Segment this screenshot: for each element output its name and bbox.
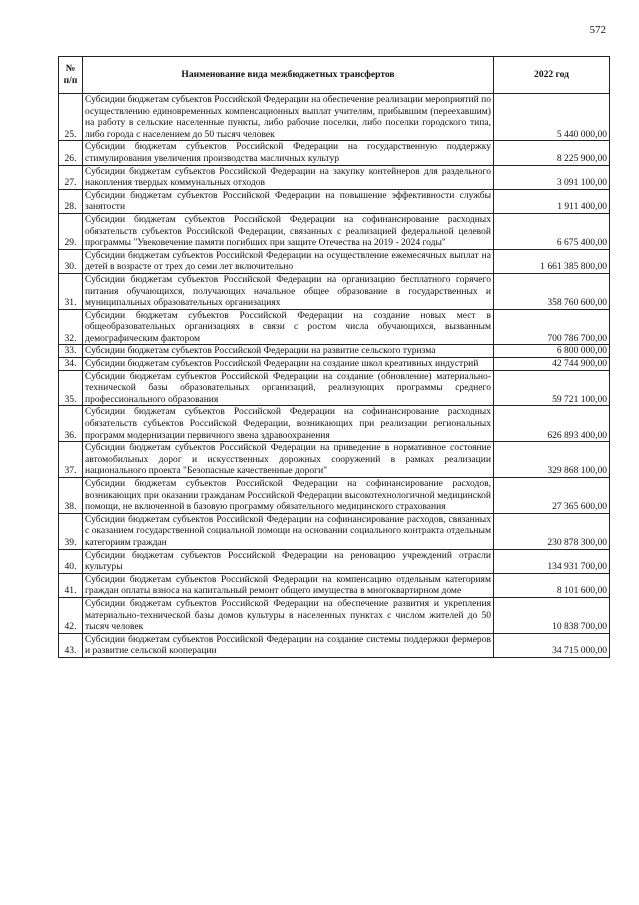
row-transfer-name: Субсидии бюджетам субъектов Российской Федерации на софинансирование расходов, связанных с оказанием государственной социальной помощи на основании социального контракта отдельным категориям граждан xyxy=(83,513,494,549)
row-amount: 8 225 900,00 xyxy=(494,141,610,165)
table-row xyxy=(59,442,610,478)
row-transfer-name: Субсидии бюджетам субъектов Российской Федерации на развитие сельского туризма xyxy=(83,345,494,358)
row-transfer-name: Субсидии бюджетам субъектов Российской Федерации на софинансирование расходов, возникающих при оказании гражданам Российской Федерации высокотехнологичной медицинской помощи, не включенной в базовую программу обязательного медицинского страхования xyxy=(83,478,494,514)
row-amount: 42 744 900,00 xyxy=(494,358,610,371)
table-row xyxy=(59,633,610,657)
header-number-line2: п/п xyxy=(63,75,78,86)
row-transfer-name: Субсидии бюджетам субъектов Российской Федерации на создание системы поддержки фермеров и развитие сельской кооперации xyxy=(83,633,494,657)
row-number: 33. xyxy=(59,345,83,358)
row-amount: 230 878 300,00 xyxy=(494,513,610,549)
row-number: 25. xyxy=(59,94,83,141)
row-number: 26. xyxy=(59,141,83,165)
transfers-table xyxy=(58,56,610,658)
row-amount: 329 868 100,00 xyxy=(494,442,610,478)
row-number: 28. xyxy=(59,189,83,213)
row-amount: 1 911 400,00 xyxy=(494,189,610,213)
table-row xyxy=(59,249,610,273)
row-amount: 34 715 000,00 xyxy=(494,633,610,657)
table-row xyxy=(59,141,610,165)
row-transfer-name: Субсидии бюджетам субъектов Российской Федерации на создание (обновление) материально-технической базы образовательных организаций, реализующих программы среднего профессионального образования xyxy=(83,370,494,406)
header-name: Наименование вида межбюджетных трансфертов xyxy=(83,57,494,94)
row-number: 27. xyxy=(59,165,83,189)
row-amount: 6 675 400,00 xyxy=(494,213,610,249)
row-amount: 358 760 600,00 xyxy=(494,273,610,309)
row-transfer-name: Субсидии бюджетам субъектов Российской Федерации на создание новых мест в общеобразовательных организациях в связи с ростом числа обучающихся, вызванным демографическим фактором xyxy=(83,309,494,345)
table-row xyxy=(59,345,610,358)
row-transfer-name: Субсидии бюджетам субъектов Российской Федерации на софинансирование расходных обязательств субъектов Российской Федерации, возникающих при реализации региональных программ модернизации первичного звена здравоохранения xyxy=(83,406,494,442)
table-header-row xyxy=(59,57,610,94)
table-row xyxy=(59,273,610,309)
header-number-line1: № xyxy=(65,63,76,74)
row-transfer-name: Субсидии бюджетам субъектов Российской Федерации на повышение эффективности службы занятости xyxy=(83,189,494,213)
row-transfer-name: Субсидии бюджетам субъектов Российской Федерации на создание школ креативных индустрий xyxy=(83,358,494,371)
row-number: 36. xyxy=(59,406,83,442)
row-number: 39. xyxy=(59,513,83,549)
table-row xyxy=(59,189,610,213)
row-number: 29. xyxy=(59,213,83,249)
row-amount: 27 365 600,00 xyxy=(494,478,610,514)
row-transfer-name: Субсидии бюджетам субъектов Российской Федерации на обеспечение реализации мероприятий по осуществлению единовременных компенсационных выплат учителям, прибывшим (переехавшим) на работу в сельские населенные пункты, либо рабочие поселки, либо поселки городского типа, либо города с населением до 50 тысяч человек xyxy=(83,94,494,141)
row-transfer-name: Субсидии бюджетам субъектов Российской Федерации на организацию бесплатного горячего питания обучающихся, получающих начальное общее образование в государственных и муниципальных образовательных организациях xyxy=(83,273,494,309)
table-row xyxy=(59,573,610,597)
row-transfer-name: Субсидии бюджетам субъектов Российской Федерации на компенсацию отдельным категориям граждан оплаты взноса на капитальный ремонт общего имущества в многоквартирном доме xyxy=(83,573,494,597)
table-row xyxy=(59,358,610,371)
row-transfer-name: Субсидии бюджетам субъектов Российской Федерации на государственную поддержку стимулирования увеличения производства масличных культур xyxy=(83,141,494,165)
table-row xyxy=(59,597,610,633)
row-amount: 1 661 385 800,00 xyxy=(494,249,610,273)
row-number: 40. xyxy=(59,549,83,573)
table-row xyxy=(59,549,610,573)
row-amount: 134 931 700,00 xyxy=(494,549,610,573)
row-number: 31. xyxy=(59,273,83,309)
row-transfer-name: Субсидии бюджетам субъектов Российской Федерации на софинансирование расходных обязательств субъектов Российской Федерации, связанных с реализацией федеральной целевой программы "Увековечение памяти погибших при защите Отечества на 2019 - 2024 годы" xyxy=(83,213,494,249)
row-number: 42. xyxy=(59,597,83,633)
table-row xyxy=(59,165,610,189)
row-number: 41. xyxy=(59,573,83,597)
row-number: 37. xyxy=(59,442,83,478)
table-row xyxy=(59,213,610,249)
row-number: 34. xyxy=(59,358,83,371)
table-row xyxy=(59,513,610,549)
table-row xyxy=(59,478,610,514)
row-amount: 626 893 400,00 xyxy=(494,406,610,442)
row-amount: 8 101 600,00 xyxy=(494,573,610,597)
row-amount: 6 800 000,00 xyxy=(494,345,610,358)
row-amount: 59 721 100,00 xyxy=(494,370,610,406)
row-transfer-name: Субсидии бюджетам субъектов Российской Федерации на осуществление ежемесячных выплат на детей в возрасте от трех до семи лет включительно xyxy=(83,249,494,273)
row-number: 43. xyxy=(59,633,83,657)
table-row xyxy=(59,406,610,442)
row-amount: 5 440 000,00 xyxy=(494,94,610,141)
row-number: 30. xyxy=(59,249,83,273)
row-transfer-name: Субсидии бюджетам субъектов Российской Федерации на приведение в нормативное состояние автомобильных дорог и искусственных дорожных сооружений в рамках реализации национального проекта "Безопасные качественные дороги" xyxy=(83,442,494,478)
row-amount: 700 786 700,00 xyxy=(494,309,610,345)
row-amount: 10 838 700,00 xyxy=(494,597,610,633)
table-row xyxy=(59,309,610,345)
row-transfer-name: Субсидии бюджетам субъектов Российской Федерации на закупку контейнеров для раздельного накопления твердых коммунальных отходов xyxy=(83,165,494,189)
row-transfer-name: Субсидии бюджетам субъектов Российской Федерации на реновацию учреждений отрасли культуры xyxy=(83,549,494,573)
row-amount: 3 091 100,00 xyxy=(494,165,610,189)
table-row xyxy=(59,370,610,406)
row-number: 38. xyxy=(59,478,83,514)
header-year: 2022 год xyxy=(494,57,610,94)
row-number: 35. xyxy=(59,370,83,406)
table-row xyxy=(59,94,610,141)
row-transfer-name: Субсидии бюджетам субъектов Российской Федерации на обеспечение развития и укрепления материально-технической базы домов культуры в населенных пунктах с числом жителей до 50 тысяч человек xyxy=(83,597,494,633)
page-number: 572 xyxy=(589,24,606,36)
row-number: 32. xyxy=(59,309,83,345)
header-number xyxy=(59,57,83,94)
